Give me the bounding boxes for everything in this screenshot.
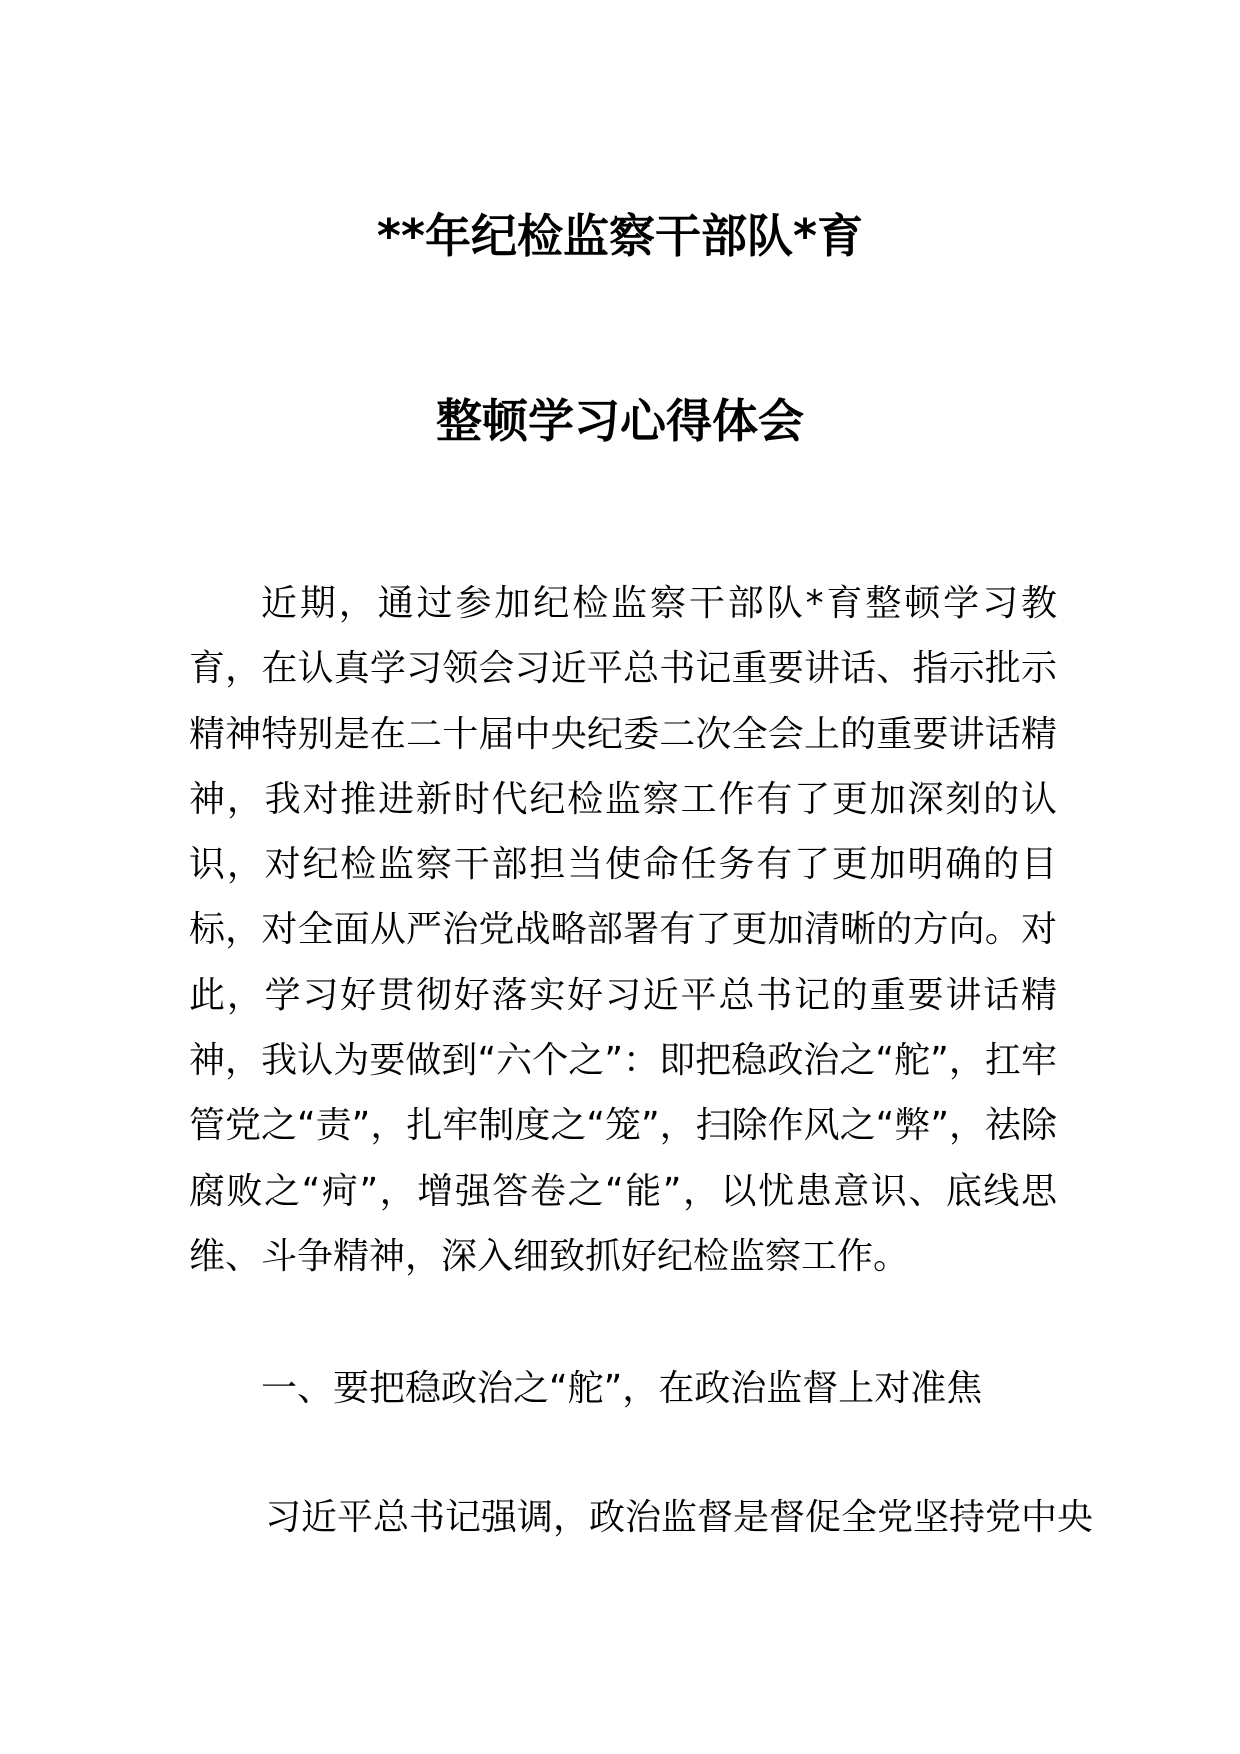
section-heading-1: 一、要把稳政治之“舵”，在政治监督上对准焦 bbox=[261, 1368, 983, 1409]
title-line-1: **年纪检监察干部队*育 bbox=[376, 209, 864, 263]
title-line-2: 整顿学习心得体会 bbox=[436, 394, 804, 448]
intro-paragraph: 近期，通过参加纪检监察干部队*育整顿学习教育，在认真学习领会习近平总书记重要讲话、指示批示精神特别是在二十届中央纪委二次全会上的重要讲话精神，我对推进新时代纪检监察工作有了更加深刻的认识，对纪检监察干部担当使命任务有了更加明确的目标，对全面从严治党战略部署有了更加清晰的方向。对此，学习好贯彻好落实好习近平总书记的重要讲话精神，我认为要做到“六个之”：即把稳政治之“舵”，扛牢管党之“责”，扎牢制度之“笼”，扫除作风之“弊”，祛除腐败之“疴”，增强答卷之“能”，以忧患意识、底线思维、斗争精神，深入细致抓好纪检监察工作。 bbox=[189, 583, 1057, 1277]
section-1-paragraph: 习近平总书记强调，政治监督是督促全党坚持党中央 bbox=[265, 1497, 1094, 1538]
